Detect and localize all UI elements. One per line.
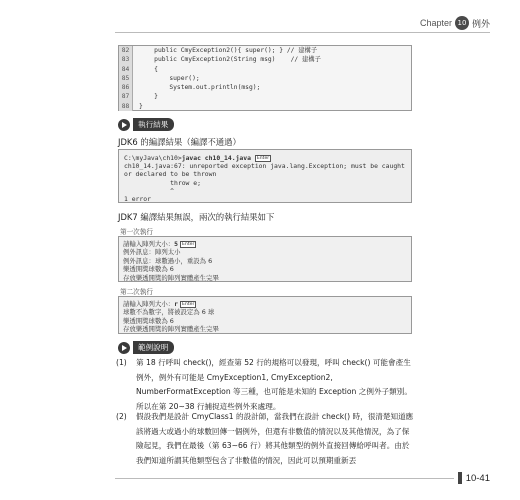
page-number-block [458, 472, 490, 484]
run1-input-value: 5 [174, 240, 178, 248]
paragraph-number: (2) [116, 412, 127, 421]
page-number-marker [458, 472, 462, 484]
chapter-number-badge: 10 [455, 16, 469, 30]
code-line [119, 46, 411, 55]
paragraph-number: (1) [116, 358, 127, 367]
code-line [119, 83, 411, 92]
header-divider [115, 32, 490, 33]
code-line [119, 74, 411, 83]
chapter-header [420, 16, 490, 30]
line-number: 87 [119, 92, 133, 101]
run1-output-line: 存放樂透開獎的陣列實體產生完畢 [123, 273, 219, 282]
play-icon [118, 342, 130, 354]
explanation-paragraph [116, 410, 416, 468]
console-output-line: throw e; [124, 178, 201, 187]
jdk7-title: JDK7 編譯結果無誤，兩次的執行結果如下 [118, 212, 275, 222]
result-section-label: 執行結果 [133, 118, 174, 131]
run1-label: 第一次執行 [120, 228, 153, 236]
jdk6-title: JDK6 的編譯結果（編譯不通過） [118, 137, 241, 147]
console-command-line [124, 154, 406, 162]
code-line [119, 102, 411, 111]
paragraph-text: 第 18 行呼叫 check()，經查第 52 行的規格可以發現，呼叫 check() 可能會產生例外，例外有可能是 CmyException1, CmyException2, NumberFormatException 等三種，也可能是未知的 Exception 之例外子類別。所以在第 20~38 行捕捉這些例外來處理。 [136, 358, 412, 411]
footer-divider [115, 478, 454, 479]
code-text: } [139, 102, 143, 110]
run2-label: 第二次執行 [120, 288, 153, 296]
run2-output-line: 存放樂透開獎的陣列實體產生完畢 [123, 325, 219, 334]
code-text: } [139, 93, 158, 101]
code-listing [118, 45, 412, 111]
line-number: 88 [119, 102, 133, 111]
console-output-line: ch10_14.java:67: unreported exception java.lang.Exception; must be caught [124, 162, 405, 171]
run1-output-line: 例外訊息：球數過小，重設為 6 [123, 256, 213, 265]
run1-output-line: 樂透開獎球數為 6 [123, 265, 174, 274]
enter-key-icon: Enter [182, 301, 195, 307]
line-number: 85 [119, 74, 133, 83]
code-line [119, 65, 411, 74]
code-text: { [139, 65, 158, 73]
enter-key-icon: Enter [182, 241, 195, 247]
line-number: 83 [119, 55, 133, 64]
chapter-label: Chapter [419, 18, 452, 28]
compile-console [118, 149, 412, 203]
run2-output-line: 球數不為數字，將被設定為 6 球 [123, 308, 215, 317]
result-section-heading [118, 118, 174, 131]
line-number: 82 [119, 46, 133, 55]
run1-output-line: 例外訊息：陣列太小 [123, 248, 181, 257]
explain-section-label: 範例說明 [133, 341, 174, 354]
run1-output [118, 236, 412, 282]
run2-output-line: 樂透開獎球數為 6 [123, 316, 174, 325]
explanation-paragraph [116, 356, 416, 414]
chapter-title: 例外 [471, 19, 490, 30]
page-number: 10-41 [465, 472, 490, 484]
enter-key-icon: Enter [256, 155, 270, 161]
code-line [119, 55, 411, 64]
console-output-line: or declared to be thrown [124, 170, 217, 179]
console-output-line: 1 error [124, 195, 151, 204]
code-text: super(); [139, 74, 200, 82]
code-text: public CmyException2(String msg) // 建構子 [139, 56, 321, 64]
run2-prompt: 請輸入陣列大小： [123, 300, 175, 308]
line-number: 86 [119, 83, 133, 92]
code-text: System.out.println(msg); [139, 84, 261, 92]
line-number: 84 [119, 65, 133, 74]
run2-input-value: r [174, 300, 178, 308]
console-command: javac ch10_14.java [181, 154, 251, 162]
code-text: public CmyException2(){ super(); } // 建構子 [139, 47, 318, 54]
explain-section-heading [118, 341, 174, 354]
run2-output [118, 296, 412, 334]
console-prompt: C:\myJava\ch10> [124, 154, 182, 162]
paragraph-text: 假設我們是設計 CmyClass1 的設計師，當我們在設計 check() 時，很清楚知道應該將過大或過小的球數回傳一個例外，但還有非數值的情況以及其他情況，為了保險起見，我們在最後（第 63~66 行）將其他類型的例外直接回傳給呼叫者。由於我們知道所謂其他類型包含了非數值的情況，因此可以預期重新丟 [136, 412, 414, 465]
code-line [119, 92, 411, 101]
play-icon [118, 119, 130, 131]
run1-prompt: 請輸入陣列大小： [123, 240, 175, 248]
console-output-line: ^ [124, 186, 175, 195]
